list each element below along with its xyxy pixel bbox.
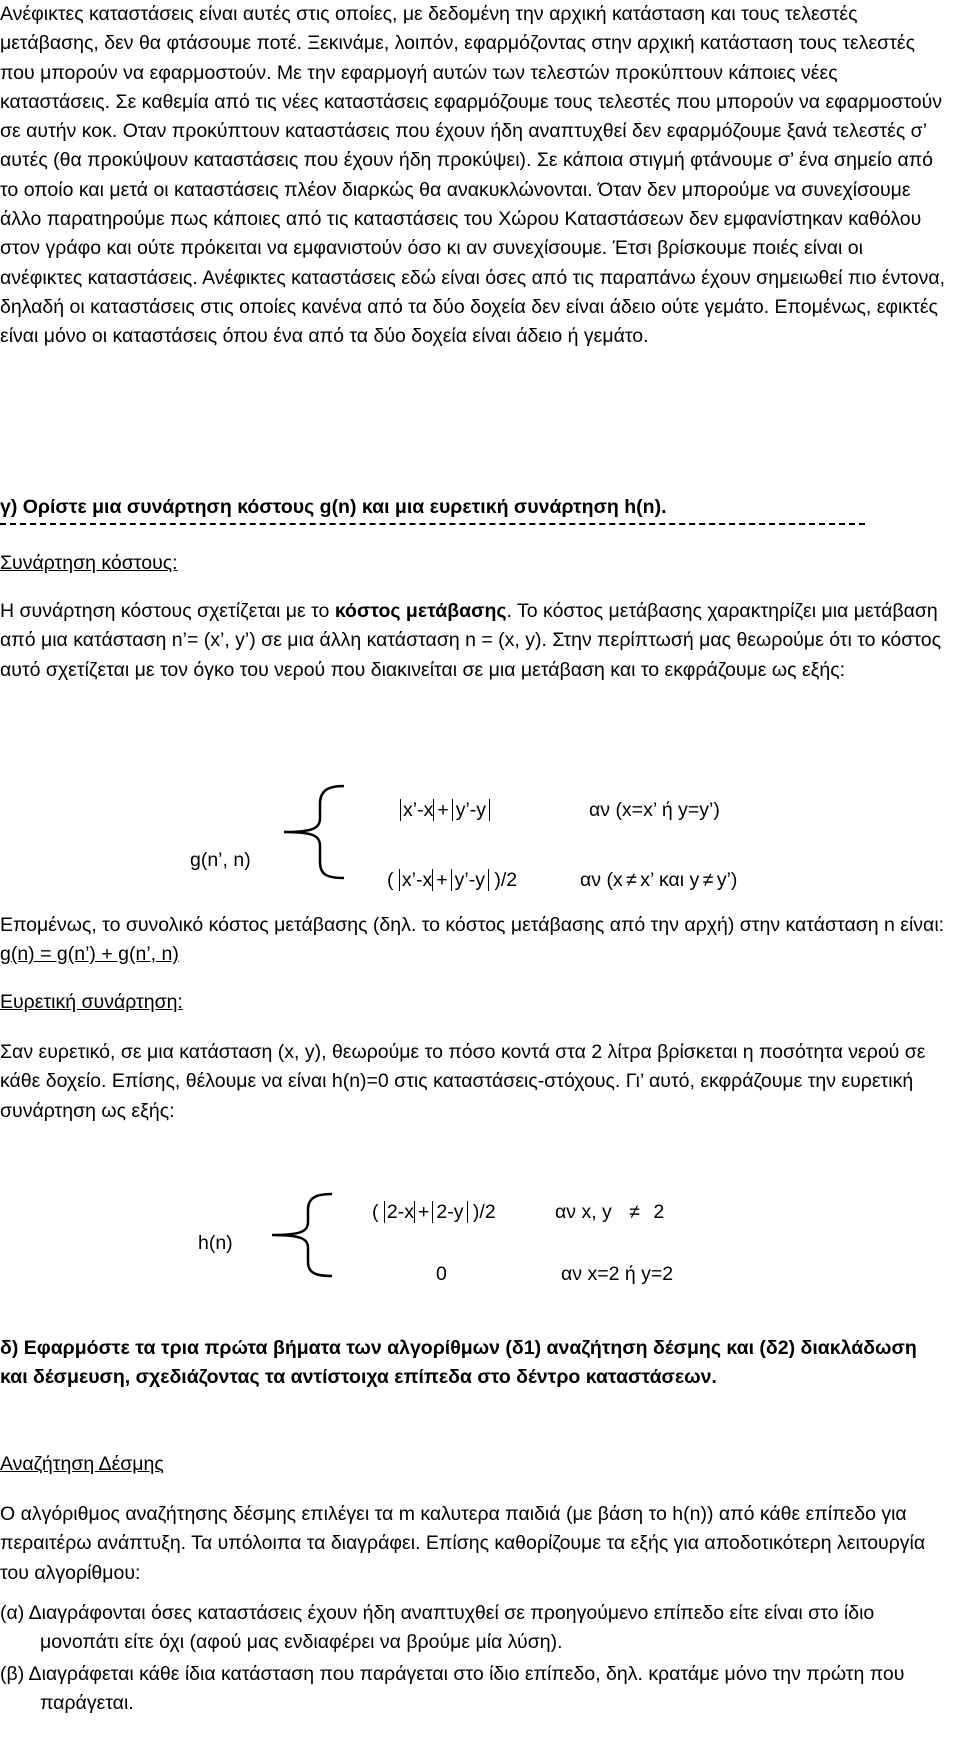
heading-question-d: δ) Εφαρμόστε τα τρια πρώτα βήματα των αλγορίθμων (δ1) αναζήτηση δέσμης και (δ2) διακλάδωση και δέσμευση, σχεδιάζοντας τα αντίστοιχα επίπεδα στο δέντρο καταστάσεων. xyxy=(0,1337,917,1389)
cost-case1-expr: x’-x + y’-y xyxy=(400,798,490,822)
heuristic-case2-cond: αν x=2 ή y=2 xyxy=(561,1263,674,1285)
beam-list-item-b: (β) Διαγράφεται κάθε ίδια κατάσταση που παράγεται στο ίδιο επίπεδο, δηλ. κρατάμε μόνο την πρώτη που παράγεται. xyxy=(0,1663,905,1715)
heuristic-case2-expr: 0 xyxy=(436,1263,447,1285)
cost-text-bold: κόστος μετάβασης xyxy=(334,600,507,622)
not-equal-sign xyxy=(626,1200,644,1224)
cost-title-text: Συνάρτηση κόστους: xyxy=(0,552,178,574)
cost-case2-expr: ( x’-x + y’-y )/2 xyxy=(387,869,518,891)
not-equal-sign xyxy=(699,868,717,892)
cost-text-b: . Το κόστος μετάβασης χαρακτηρίζει μια μετάβαση από μια κατάσταση n’= (x’, y’) σε μια άλλη κατάσταση n = (x, y). Στην περίπτωσή μας θεωρούμε ότι το κόστος αυτό σχετίζεται με τον όγκο του νερού που διακινείται σε μια μετάβαση και το εκφράζουμε ως εξής: xyxy=(0,600,941,681)
total-cost-formula: g(n) = g(n’) + g(n’, n) xyxy=(0,943,179,966)
cost-function-title xyxy=(0,549,948,578)
heuristic-paragraph: Σαν ευρετικό, σε μια κατάσταση (x, y), θεωρούμε το πόσο κοντά στα 2 λίτρα βρίσκεται η ποσότητα νερού σε κάθε δοχείο. Επίσης, θέλουμε να είναι h(n)=0 στις καταστάσεις-στόχους. Γι’ αυτό, εκφράζουμε την ευρετική συνάρτηση ως εξής: xyxy=(0,1041,926,1122)
total-cost-text: Επομένως, το συνολικό κόστος μετάβασης (δηλ. το κόστος μετάβασης από την αρχή) στην κατάσταση n είναι: xyxy=(0,914,945,936)
cost-formula-brace xyxy=(278,782,348,882)
heuristic-case1-cond: αν x, y≠ 2 xyxy=(555,1200,664,1224)
not-equal-sign xyxy=(623,868,641,892)
cost-case2-cond: αν (x≠ x’ και y≠ y’) xyxy=(580,868,737,892)
heading-c-dashed-rule xyxy=(0,523,865,525)
cost-formula-lhs: g(n’, n) xyxy=(190,849,251,871)
delta-glyph: Δ xyxy=(28,1602,42,1624)
heuristic-case1-expr: ( 2-x + 2-y )/2 xyxy=(372,1201,496,1223)
total-cost-paragraph xyxy=(0,911,948,970)
heuristic-formula-lhs: h(n) xyxy=(198,1232,233,1254)
heuristic-function-title xyxy=(0,988,948,1017)
cost-case1-cond: αν (x=x’ ή y=y’) xyxy=(589,799,720,821)
heuristic-formula-brace xyxy=(266,1190,336,1280)
cost-text-a: Η συνάρτηση κόστους σχετίζεται με το xyxy=(0,600,335,622)
cost-function-paragraph xyxy=(0,597,948,685)
heading-question-c: γ) Ορίστε μια συνάρτηση κόστους g(n) και μια ευρετική συνάρτηση h(n). xyxy=(0,496,667,518)
heuristic-title-text: Ευρετική συνάρτηση: xyxy=(0,991,183,1013)
beam-search-paragraph: Ο αλγόριθμος αναζήτησης δέσμης επιλέγει τα m καλυτερα παιδιά (με βάση το h(n)) από κάθε επίπεδο για περαιτέρω ανάπτυξη. Τα υπόλοιπα τα διαγράφει. Επίσης καθορίζουμε τα εξής για αποδοτικότερη λειτουργία του αλγορίθμου: xyxy=(0,1503,926,1584)
delta-glyph: Δ xyxy=(98,1453,112,1475)
beam-search-title: Αναζήτηση Δέσμης xyxy=(0,1453,164,1475)
paragraph-unreachable-states: Ανέφικτες καταστάσεις είναι αυτές στις οποίες, με δεδομένη την αρχική κατάσταση και τους τελεστές μετάβασης, δεν θα φτάσουμε ποτέ. Ξεκινάμε, λοιπόν, εφαρμόζοντας στην αρχική κατάσταση τους τελεστές που μπορούν να εφαρμοστούν. Με την εφαρμογή αυτών των τελεστών προκύπτουν κάποιες νέες καταστάσεις. Σε καθεμία από τις νέες καταστάσεις εφαρμόζουμε τους τελεστές που μπορούν να εφαρμοστούν σε αυτήν κοκ. Οταν προκύπτουν καταστάσεις που έχουν ήδη αναπτυχθεί δεν εφαρμόζουμε ξανά τελεστές σ’ αυτές (θα προκύψουν καταστάσεις που έχουν ήδη προκύψει). Σε κάποια στιγμή φτάνουμε σ’ ένα σημείο από το οποίο και μετά οι καταστάσεις πλέον διαρκώς θα ανακυκλώνονται. Όταν δεν μπορούμε να συνεχίσουμε άλλο παρατηρούμε πως κάποιες από τις καταστάσεις του Χώρου Καταστάσεων δεν εμφανίστηκαν καθόλου στον γράφο και ούτε πρόκειται να εμφανιστούν όσο κι αν συνεχίσουμε. Έτσι βρίσκουμε ποιές είναι οι ανέφικτες καταστάσεις. Ανέφικτες καταστάσεις εδώ είναι όσες από τις παραπάνω έχουν σημειωθεί πιο έντονα, δηλαδή οι καταστάσεις στις οποίες κανένα από τα δύο δοχεία δεν είναι άδειο ούτε γεμάτο. Επομένως, εφικτές είναι μόνο οι καταστάσεις όπου ένα από τα δύο δοχεία είναι άδειο ή γεμάτο. xyxy=(0,3,946,348)
delta-glyph: Δ xyxy=(28,1663,42,1685)
beam-list-item-a: (α) Διαγράφονται όσες καταστάσεις έχουν ήδη αναπτυχθεί σε προηγούμενο επίπεδο είτε είναι στο ίδιο μονοπάτι είτε όχι (αφού μας ενδιαφέρει να βρούμε μία λύση). xyxy=(0,1602,875,1654)
